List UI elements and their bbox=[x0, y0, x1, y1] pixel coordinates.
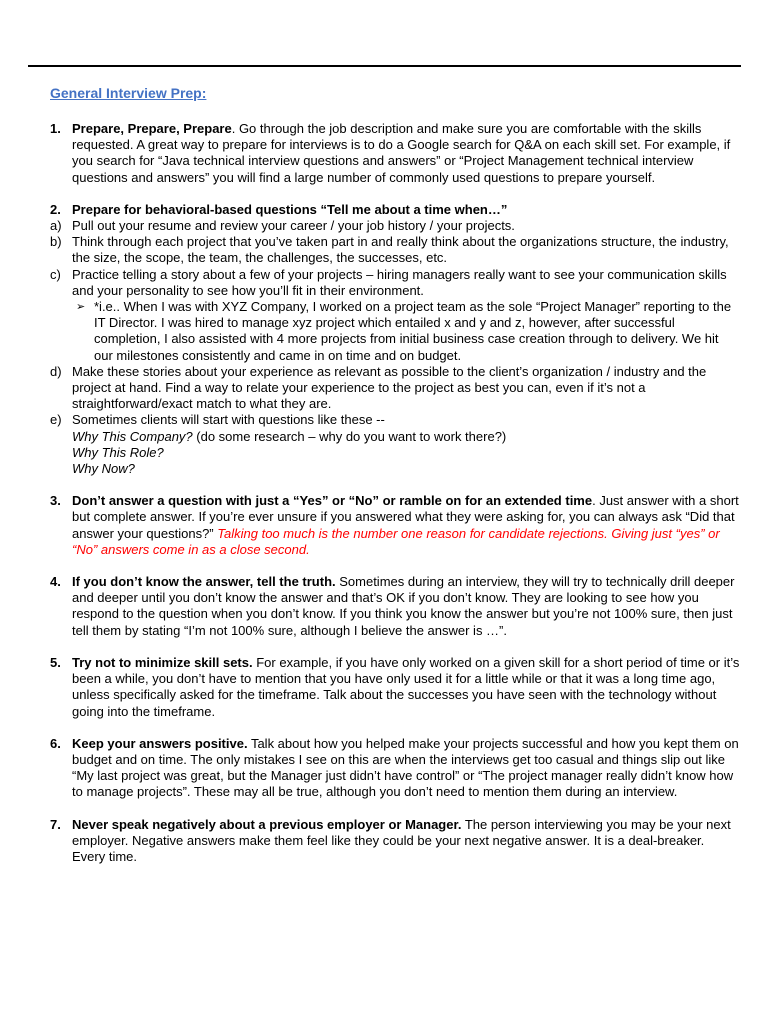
item-paragraph bbox=[72, 736, 740, 801]
arrow-bullet-icon: ➢ bbox=[76, 301, 86, 314]
list-item-4 bbox=[50, 574, 740, 639]
why-now: Why Now? bbox=[72, 461, 135, 477]
item-text: The person interviewing you may be your next employer. Negative answers make them feel like they could be your next negative answer. It is a deal-breaker. Every time. bbox=[72, 816, 731, 864]
top-rule bbox=[28, 65, 741, 67]
item-title: Keep your answers positive. bbox=[72, 735, 248, 751]
sub-letter: c) bbox=[50, 266, 61, 282]
sub-item-a bbox=[50, 218, 740, 234]
item-paragraph bbox=[72, 202, 740, 218]
sub-list bbox=[50, 218, 740, 477]
item-paragraph bbox=[72, 121, 740, 186]
item-title: Prepare, Prepare, Prepare bbox=[72, 121, 232, 136]
sub-text: Pull out your resume and review your career / your job history / your projects. bbox=[72, 218, 515, 234]
item-title: Don’t answer a question with just a “Yes” or “No” or ramble on for an extended time bbox=[72, 493, 593, 509]
item-paragraph bbox=[72, 493, 740, 558]
list-item-1 bbox=[50, 121, 740, 186]
item-number: 6. bbox=[50, 735, 61, 751]
document-body bbox=[50, 84, 740, 881]
list-item-3 bbox=[50, 493, 740, 558]
sub-letter: b) bbox=[50, 234, 62, 250]
item-title: Never speak negatively about a previous employer or Manager. bbox=[72, 816, 462, 832]
list-item-6 bbox=[50, 736, 740, 801]
example-bullet bbox=[76, 299, 740, 364]
list-item-7 bbox=[50, 817, 740, 866]
item-paragraph bbox=[72, 574, 740, 639]
sub-item-e bbox=[50, 412, 740, 477]
item-text: For example, if you have only worked on a given skill for a short period of time or it’s been a while, you don’t have to mention that you have only used it for a little while or that it was a long time ago, unless specifically asked for the timeframe. Talk about the successes you have seen with the technology without going into the timeframe. bbox=[72, 654, 740, 719]
item-text: Sometimes during an interview, they will try to technically drill deeper and deeper until you don’t know the answer and that’s OK if you don’t know. They are looking to see how you respond to the question when you don’t know. If you think you know the answer but you’re not 100% sure, then just tell them by stating “I’m not 100% sure, although I believe the answer is …”. bbox=[72, 574, 735, 638]
sub-item-b bbox=[50, 234, 740, 266]
item-number: 4. bbox=[50, 574, 61, 590]
item-text: Talk about how you helped make your projects successful and how you kept them on budget and on time. The only mistakes I see on this are when the interviews get too casual and things slip out like “My last project was great, but the Manager just didn’t have control” or “The project manager really didn’t know how to manage projects”. These may all be true, although you don’t need to mention them during an interview. bbox=[72, 735, 739, 800]
why-company-note: (do some research – why do you want to work there?) bbox=[192, 428, 507, 444]
sub-text: Practice telling a story about a few of your projects – hiring managers really want to see your communication skills and your personality to see how you’ll fit in their environment. bbox=[72, 266, 727, 298]
why-role: Why This Role? bbox=[72, 444, 164, 460]
why-company-line bbox=[72, 429, 740, 445]
sub-text: Make these stories about your experience as relevant as possible to the client’s organization / industry and the project at hand. Find a way to relate your experience to the project as best you can, even if it’s not a straightforward/exact match to what they are. bbox=[72, 363, 707, 412]
item-number: 1. bbox=[50, 121, 61, 136]
section-heading: General Interview Prep: bbox=[50, 85, 207, 101]
sub-letter: e) bbox=[50, 412, 62, 428]
sub-text: Think through each project that you’ve taken part in and really think about the organizations structure, the industry, the size, the scope, the team, the challenges, the successes, etc. bbox=[72, 234, 729, 266]
item-title: Prepare for behavioral-based questions “Tell me about a time when…” bbox=[72, 201, 508, 217]
item-paragraph bbox=[72, 817, 740, 866]
item-title: If you don’t know the answer, tell the truth. bbox=[72, 574, 336, 590]
sub-item-c bbox=[50, 267, 740, 364]
item-text: . Go through the job description and make sure you are comfortable with the skills requested. A great way to prepare for interviews is to do a Google search for Q&A on each skill set. For example, if you search for “Java technical interview questions and answers” or “Project Management technical interview questions and answers” you will find a large number of commonly used questions to prepare yourself. bbox=[72, 121, 731, 185]
sub-text: Sometimes clients will start with questions like these -- bbox=[72, 412, 385, 428]
item-title: Try not to minimize skill sets. bbox=[72, 654, 253, 670]
item-number: 3. bbox=[50, 493, 61, 509]
list-item-5 bbox=[50, 655, 740, 720]
item-number: 7. bbox=[50, 816, 61, 832]
item-paragraph bbox=[72, 655, 740, 720]
item-number: 2. bbox=[50, 201, 61, 217]
sub-item-d bbox=[50, 364, 740, 413]
item-number: 5. bbox=[50, 654, 61, 670]
bullet-text: *i.e.. When I was with XYZ Company, I worked on a project team as the sole “Project Manager” reporting to the IT Director. I was hired to manage xyz project which entailed x and y and z, however, after successful completion, I also assisted with 4 more projects from initial business case creation through to delivery. We hit our milestones consistently and came in on time and on budget. bbox=[94, 299, 732, 363]
why-company: Why This Company? bbox=[72, 428, 193, 444]
list-item-2 bbox=[50, 202, 740, 477]
emphasis-text: Talking too much is the number one reason for candidate rejections. Giving just “yes” or “No” answers come in as a close second. bbox=[72, 525, 720, 557]
sub-letter: d) bbox=[50, 363, 62, 379]
item-text: . Just answer with a short but complete answer. If you’re ever unsure if you answered what they were asking for, you can always ask “Did that answer your questions?” bbox=[72, 493, 739, 541]
sub-letter: a) bbox=[50, 218, 62, 234]
